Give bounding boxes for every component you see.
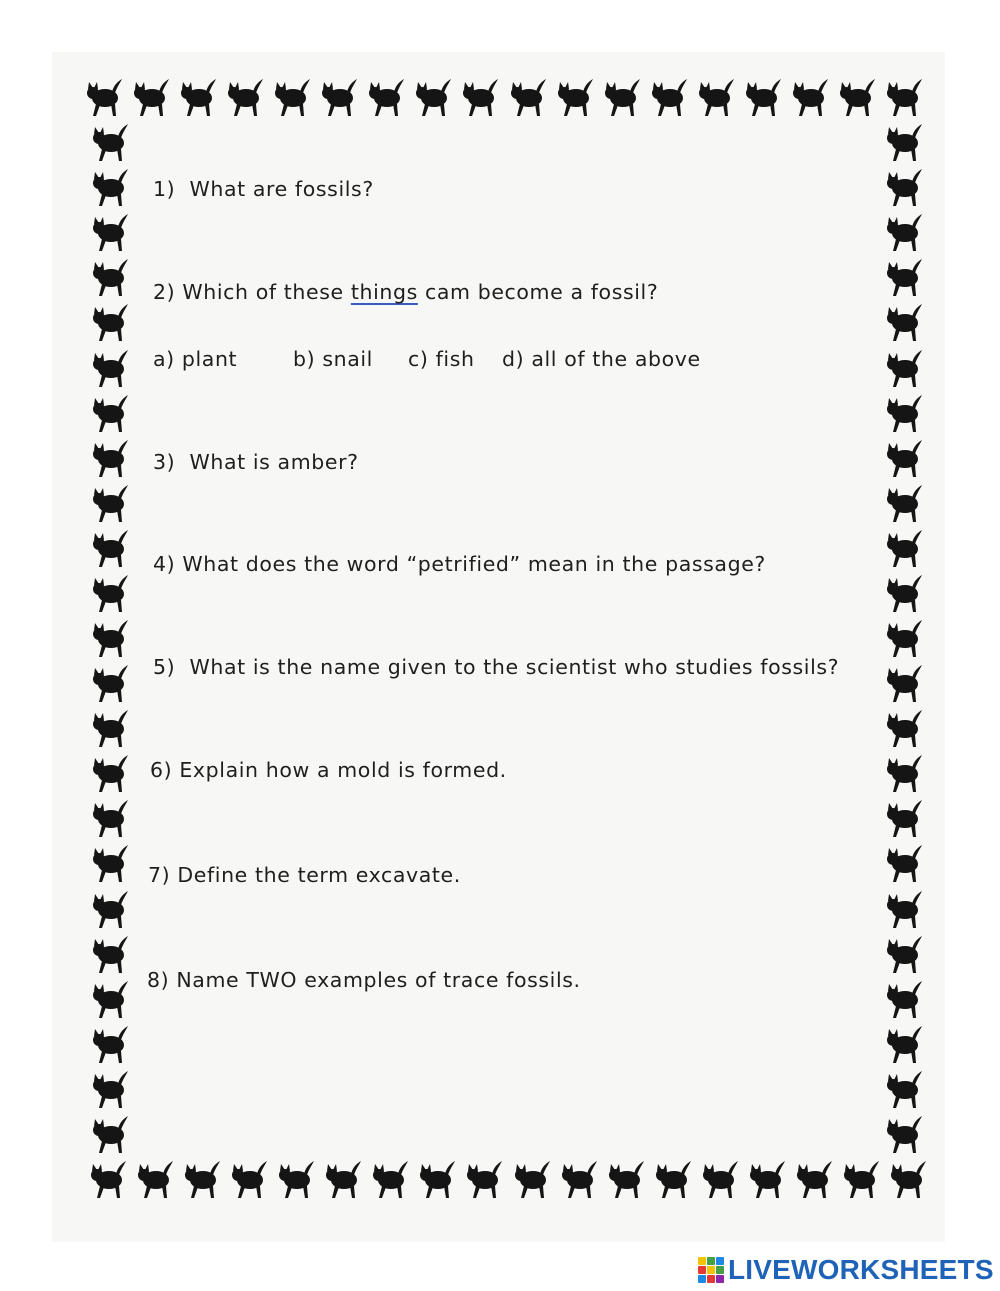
cat-border-icon bbox=[884, 890, 924, 932]
cat-border-icon bbox=[884, 664, 924, 706]
cat-border-icon bbox=[90, 1025, 130, 1067]
cat-border-icon bbox=[884, 529, 924, 571]
cat-border-icon bbox=[90, 529, 130, 571]
cat-border-icon bbox=[884, 303, 924, 345]
cat-border-icon bbox=[696, 78, 736, 120]
cat-border-icon bbox=[884, 980, 924, 1022]
cat-border-icon bbox=[90, 213, 130, 255]
cat-border-icon bbox=[884, 78, 924, 120]
cat-border-icon bbox=[319, 78, 359, 120]
cat-border-icon bbox=[884, 935, 924, 977]
cat-border-icon bbox=[559, 1160, 599, 1202]
cat-border-icon bbox=[508, 78, 548, 120]
cat-border-icon bbox=[229, 1160, 269, 1202]
cat-border-icon bbox=[182, 1160, 222, 1202]
cat-border-icon bbox=[135, 1160, 175, 1202]
cat-border-icon bbox=[178, 78, 218, 120]
brand-name: LIVEWORKSHEETS bbox=[728, 1254, 994, 1285]
cat-border-icon bbox=[649, 78, 689, 120]
cat-border-icon bbox=[884, 844, 924, 886]
option-d: d) all of the above bbox=[502, 347, 701, 371]
cat-border-icon bbox=[884, 754, 924, 796]
cat-border-icon bbox=[323, 1160, 363, 1202]
cat-border-icon bbox=[888, 1160, 928, 1202]
cat-border-icon bbox=[90, 709, 130, 751]
cat-border-icon bbox=[90, 123, 130, 165]
option-a: a) plant bbox=[153, 347, 238, 371]
cat-border-icon bbox=[884, 439, 924, 481]
cat-border-icon bbox=[90, 890, 130, 932]
cat-border-icon bbox=[884, 619, 924, 661]
question-6: 6) Explain how a mold is formed. bbox=[150, 758, 507, 782]
cat-border-icon bbox=[90, 394, 130, 436]
cat-border-icon bbox=[90, 664, 130, 706]
cat-border-icon bbox=[884, 709, 924, 751]
cat-border-icon bbox=[460, 78, 500, 120]
cat-border-icon bbox=[90, 844, 130, 886]
cat-border-icon bbox=[413, 78, 453, 120]
liveworksheets-logo bbox=[698, 1256, 994, 1284]
cat-border-icon bbox=[90, 349, 130, 391]
question-8: 8) Name TWO examples of trace fossils. bbox=[147, 968, 581, 992]
option-c: c) fish bbox=[408, 347, 475, 371]
cat-border-icon bbox=[653, 1160, 693, 1202]
cat-border-icon bbox=[90, 619, 130, 661]
cat-border-icon bbox=[464, 1160, 504, 1202]
question-1: 1) What are fossils? bbox=[153, 177, 374, 201]
cat-border-icon bbox=[366, 78, 406, 120]
cat-border-icon bbox=[884, 394, 924, 436]
cat-border-icon bbox=[841, 1160, 881, 1202]
misspelled-word: things bbox=[350, 280, 418, 304]
cat-border-icon bbox=[884, 123, 924, 165]
cat-border-icon bbox=[884, 484, 924, 526]
cat-border-icon bbox=[90, 258, 130, 300]
cat-border-icon bbox=[606, 1160, 646, 1202]
option-b: b) snail bbox=[293, 347, 373, 371]
cat-border-icon bbox=[276, 1160, 316, 1202]
cat-border-icon bbox=[90, 439, 130, 481]
cat-border-icon bbox=[743, 78, 783, 120]
question-7: 7) Define the term excavate. bbox=[148, 863, 461, 887]
cat-border-icon bbox=[884, 799, 924, 841]
cat-border-icon bbox=[512, 1160, 552, 1202]
cat-border-icon bbox=[90, 754, 130, 796]
cat-border-icon bbox=[884, 1070, 924, 1112]
cat-border-icon bbox=[884, 1025, 924, 1067]
cat-border-icon bbox=[837, 78, 877, 120]
cat-border-icon bbox=[90, 168, 130, 210]
cat-border-icon bbox=[84, 78, 124, 120]
cat-border-icon bbox=[370, 1160, 410, 1202]
cat-border-icon bbox=[884, 213, 924, 255]
cat-border-icon bbox=[90, 935, 130, 977]
cat-border-icon bbox=[417, 1160, 457, 1202]
cat-border-icon bbox=[884, 1115, 924, 1157]
cat-border-icon bbox=[90, 484, 130, 526]
cat-border-icon bbox=[884, 574, 924, 616]
cat-border-icon bbox=[602, 78, 642, 120]
cat-border-icon bbox=[90, 574, 130, 616]
cat-border-icon bbox=[272, 78, 312, 120]
cat-border-icon bbox=[747, 1160, 787, 1202]
cat-border-icon bbox=[90, 1070, 130, 1112]
question-2: 2) Which of these things cam become a fossil? bbox=[153, 280, 659, 304]
cat-border-icon bbox=[131, 78, 171, 120]
cat-border-icon bbox=[90, 799, 130, 841]
cat-border-icon bbox=[790, 78, 830, 120]
cat-border-icon bbox=[884, 349, 924, 391]
cat-border-icon bbox=[88, 1160, 128, 1202]
cat-border-icon bbox=[90, 980, 130, 1022]
question-4: 4) What does the word “petrified” mean in the passage? bbox=[153, 552, 766, 576]
cat-border-icon bbox=[90, 303, 130, 345]
cat-border-icon bbox=[90, 1115, 130, 1157]
question-3: 3) What is amber? bbox=[153, 450, 359, 474]
cat-border-icon bbox=[884, 258, 924, 300]
cat-border-icon bbox=[555, 78, 595, 120]
cat-border-icon bbox=[884, 168, 924, 210]
cat-border-icon bbox=[794, 1160, 834, 1202]
cat-border-icon bbox=[700, 1160, 740, 1202]
cat-border-icon bbox=[225, 78, 265, 120]
question-5: 5) What is the name given to the scientist who studies fossils? bbox=[153, 655, 840, 679]
brand-logo-icon bbox=[698, 1257, 724, 1283]
